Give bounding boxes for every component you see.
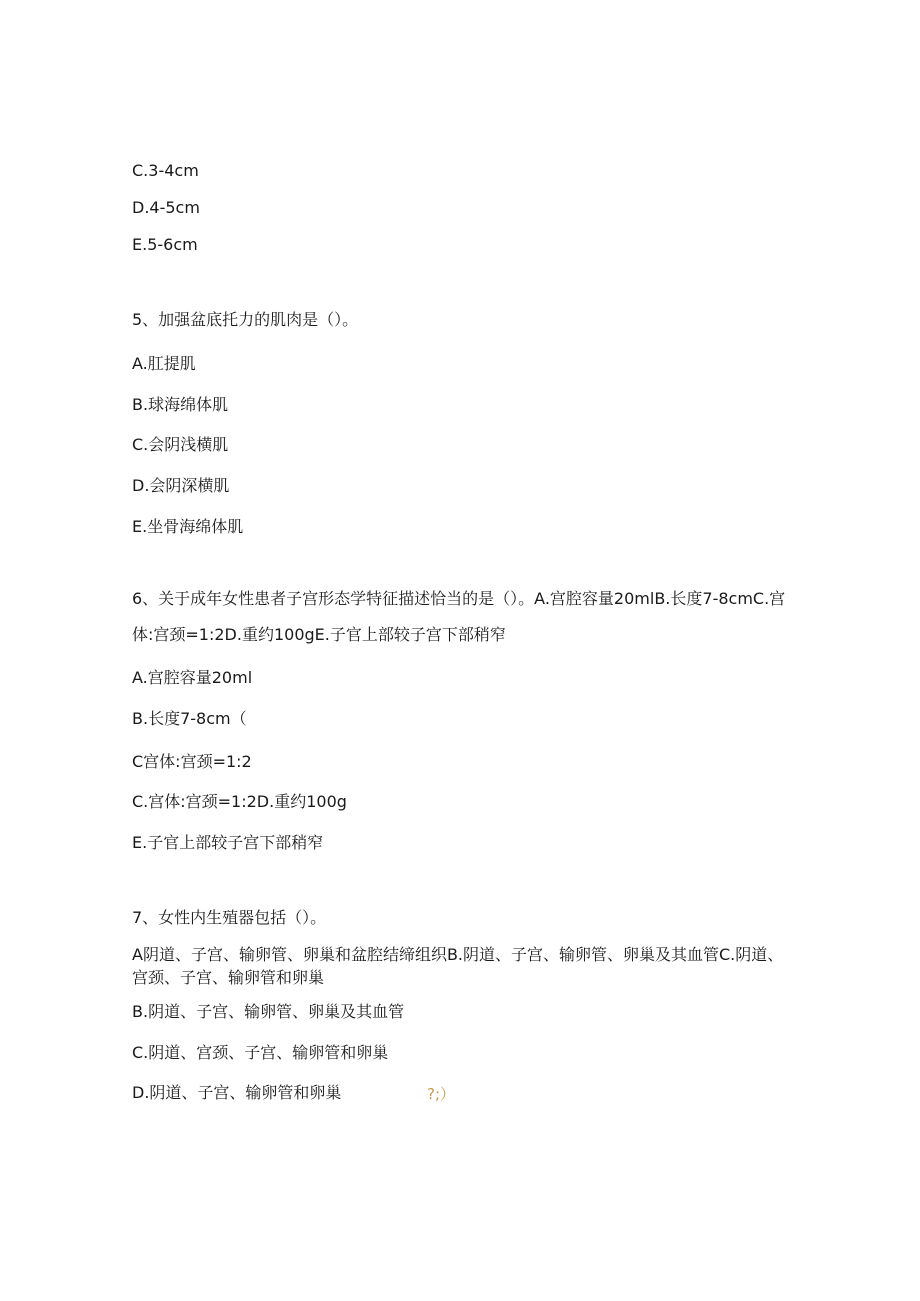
q4-option-d: D.4-5cm <box>132 198 200 217</box>
q6-option-a: A.宫腔容量20ml <box>132 668 253 687</box>
q5-option-c: C.会阴浅横肌 <box>132 435 229 454</box>
q7-stamp-mark: ?;） <box>427 1085 456 1103</box>
q7-option-d: D.阴道、子宫、输卵管和卵巢 <box>132 1083 342 1102</box>
q5-option-d: D.会阴深横肌 <box>132 476 230 495</box>
q7-option-b: B.阴道、子宫、输卵管、卵巢及其血管 <box>132 1002 405 1021</box>
q5-option-e: E.坐骨海绵体肌 <box>132 517 244 536</box>
q6-option-c2: C.宫体:宫颈=1:2D.重约100g <box>132 792 347 811</box>
q5-option-a: A.肛提肌 <box>132 354 196 373</box>
q5-option-b: B.球海绵体肌 <box>132 395 229 414</box>
q7-option-c: C.阴道、宫颈、子宫、输卵管和卵巢 <box>132 1043 389 1062</box>
q6-option-b: B.长度7-8cm（ <box>132 709 247 728</box>
q5-question: 5、加强盆底托力的肌肉是（）。 <box>132 310 359 329</box>
q6-option-c1: C宫体:宫颈=1:2 <box>132 752 252 771</box>
q4-option-c: C.3-4cm <box>132 161 199 180</box>
q6-option-e: E.子官上部较子宫下部稍窄 <box>132 833 324 852</box>
q4-option-e: E.5-6cm <box>132 235 198 254</box>
q7-stem: A阴道、子宫、输卵管、卵巢和盆腔结缔组织B.阴道、子宫、输卵管、卵巢及其血管C.阴道、宫颈、子宫、输卵管和卵巢 <box>132 945 784 987</box>
q6-question: 6、关于成年女性患者子宫形态学特征描述恰当的是（）。A.宫腔容量20mlB.长度7-8cmC.宫体:宫颈=1:2D.重约100gE.子官上部较子宫下部稍窄 <box>132 589 786 644</box>
q7-question: 7、女性内生殖器包括（）。 <box>132 908 327 927</box>
